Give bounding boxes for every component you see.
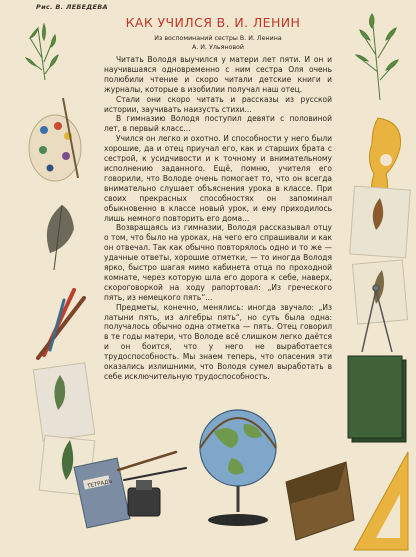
subtitle-line: Из воспоминаний сестры В. И. Ленина [154,35,282,42]
illustration-credit: Рис. В. ЛЕБЕДЕВА [36,3,108,11]
inkwell-illustration [128,480,160,516]
plant-top-right-illustration [356,14,398,100]
paragraph: Возвращаясь из гимназии, Володя рассказывал отцу о том, что было на уроках, на чего его спрашивали и как он отвечал. Так как обычно повторялось одно и то же — удачные ответы, хорошие отметки, — то иногда Володя ярко, быстро шагая мимо кабинета отца по проходной комнате, через которую шла его дорога к себе, наверх, скороговоркой на ходу рапортовал: „Из греческого пять, из немецкого пять“... [104,223,332,302]
paragraph: Учился он легко и охотно. И способности у него были хорошие, да и отец приучал его, как и старших брата с сестрой, к усидчивости и к точному и внимательному исполнению заданного. Ещё, помню, учителя его говорили, что Володе очень помогает то, что он всегда внимательно слушает объяснения урока в классе. При своих прекрасных способностях он запоминал обыкновенно в классе новый урок, и ему приходилось лишь немного повторить его дома... [104,134,332,223]
article-body [104,55,332,382]
notebook-label: ТЕТРАДЬ [86,478,113,490]
paragraph: Стали они скоро читать и рассказы из русской истории, заучивать наизусть стихи... [104,94,332,114]
article-title: КАК УЧИЛСЯ В. И. ЛЕНИН [125,15,301,30]
plant-illustration [26,24,58,80]
pens-illustration [118,452,186,480]
leaf-illustration [47,205,74,270]
sketchbook-illustration [348,356,406,442]
paragraph: Предметы, конечно, менялись: иногда звучало: „Из латыни пять, из алгебры пять“, но суть была одна: получалось обычно одна отметка — пять. Отец говорил в те годы матери, что Володе всё слишком легко даётся и он боится, что у него не выработается трудоспособность. Мы знаем теперь, что опасения эти оказались излишними, что Володя сумел выработать в себе исключительную трудоспособность. [104,302,332,381]
triangle-ruler-illustration [354,452,408,550]
pencils-illustration [38,290,84,358]
globe-illustration [200,410,276,526]
paragraph: Читать Володя выучился у матери лет пяти. И он и научившаяся одновременно с ним сестра Оля очень полюбили чтение и скоро читали детские книги и журналы, которые в изобилии получал наш отец. [104,55,332,94]
subtitle-line: А. И. Ульяновой [191,44,244,51]
article-subtitle [118,34,318,52]
palette-illustration [29,98,81,181]
satchel-illustration [286,462,354,540]
paragraph: В гимназию Володя поступил девяти с половиной лет, в первый класс... [104,114,332,134]
